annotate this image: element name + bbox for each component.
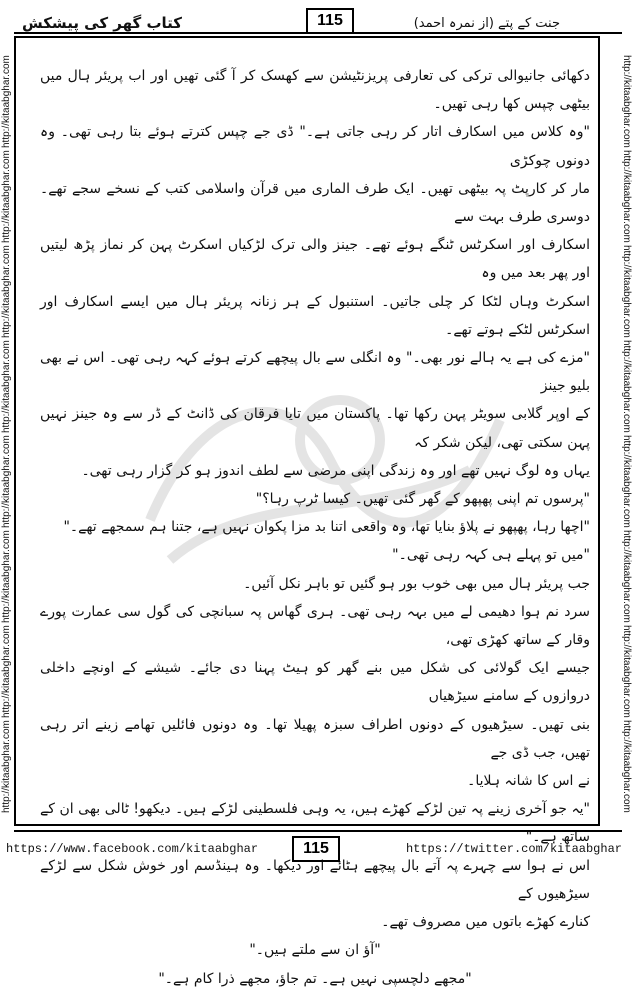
- text-line: اس نے ہوا سے چہرے پہ آتے بال پیچھے ہٹائے اور دیکھا۔ وہ ہینڈسم اور خوش شکل سے لڑکے سیڑھیوں کے: [40, 857, 590, 902]
- text-line: جب پریئر ہال میں بھی خوب بور ہو گئیں تو باہر نکل آئیں۔: [243, 575, 590, 592]
- side-url-left[interactable]: http://kitaabghar.com: [1, 530, 12, 623]
- side-url-right[interactable]: http://kitaabghar.com: [621, 625, 632, 718]
- side-url-right[interactable]: http://kitaabghar.com: [621, 340, 632, 433]
- page-number-box: 115: [306, 8, 354, 34]
- side-url-right[interactable]: http://kitaabghar.com: [621, 150, 632, 243]
- text-line: "اچھا رہا، پھپھو نے پلاؤ بنایا تھا، وہ واقعی اتنا بد مزا پکوان نہیں ہے، جتنا ہم سمجھے تھے۔": [63, 519, 590, 536]
- text-line: کنارے کھڑے باتوں میں مصروف تھے۔: [381, 914, 590, 931]
- book-title: جنت کے پتے (از نمرہ احمد): [413, 16, 560, 31]
- text-line: اسکارف اور اسکرٹس ٹنگے ہوئے تھے۔ جینز والی ترک لڑکیاں اسکرٹ پہن کر نماز پڑھ لیتیں اور پھر بعد میں وہ: [40, 237, 590, 282]
- side-url-left[interactable]: http://kitaabghar.com: [1, 435, 12, 528]
- page-footer: [0, 828, 634, 868]
- side-url-left[interactable]: http://kitaabghar.com: [1, 625, 12, 718]
- text-line: نے اس کا شانہ ہلایا۔: [467, 773, 590, 790]
- twitter-link[interactable]: https://twitter.com/kitaabghar: [405, 842, 622, 856]
- side-url-right[interactable]: http://kitaabghar.com: [621, 720, 632, 813]
- text-line: یہاں وہ لوگ نہیں تھے اور وہ زندگی اپنی مرضی سے لطف اندوز ہو کر گزار رہی تھی۔: [81, 462, 590, 479]
- header-divider: [14, 32, 622, 34]
- text-line: "یہ جو آخری زینے پہ تین لڑکے کھڑے ہیں، یہ وہی فلسطینی لڑکے ہیں۔ دیکھو! ٹالی بھی ان کے ساتھ ہے۔": [40, 801, 590, 846]
- site-label: کتاب گھر کی پیشکش: [22, 14, 183, 32]
- right-url-strip: [620, 54, 632, 814]
- text-line: "میں تو پہلے ہی کہہ رہی تھی۔": [392, 547, 590, 564]
- text-line: "مجھے دلچسپی نہیں ہے۔ تم جاؤ، مجھے ذرا کام ہے۔": [158, 970, 472, 987]
- side-url-right[interactable]: http://kitaabghar.com: [621, 55, 632, 148]
- text-line: دکھائی جانیوالی ترکی کی تعارفی پریزنٹیشن سے کھسک کر آ گئی تھیں اور اب پریئر ہال میں بیٹھی چپس کھا رہی تھیں۔: [40, 68, 590, 113]
- text-line: جیسے ایک گولائی کی شکل میں بنے گھر کو ہیٹ پہنا دی جائے۔ شیشے کے اونچے داخلی دروازوں کے سامنے سیڑھیاں: [40, 660, 590, 705]
- side-url-left[interactable]: http://kitaabghar.com: [1, 245, 12, 338]
- text-line: بنی تھیں۔ سیڑھیوں کے دونوں اطراف سبزہ پھیلا تھا۔ وہ دونوں فائلیں تھامے زینے اتر رہی تھیں، جب ڈی جے: [40, 716, 590, 761]
- side-url-left[interactable]: http://kitaabghar.com: [1, 55, 12, 148]
- footer-divider: [14, 830, 622, 832]
- page-header: [14, 8, 624, 34]
- text-line: "مزے کی ہے یہ ہالے نور بھی۔" وہ انگلی سے بال پیچھے کرتے ہوئے کہہ رہی تھی۔ اس نے بھی بلیو جینز: [40, 350, 590, 395]
- text-line: اسکرٹ وہاں لٹکا کر چلی جاتیں۔ استنبول کے ہر زنانہ پریئر ہال میں ایسے اسکارف اور اسکرٹس لٹکے ہوتے تھے۔: [40, 293, 590, 338]
- side-url-right[interactable]: http://kitaabghar.com: [621, 530, 632, 623]
- text-line: مار کر کارپٹ پہ بیٹھی تھیں۔ ایک طرف الماری میں قرآن واسلامی کتب کے نسخے سجے تھے۔ دوسری طرف بہت سے: [40, 180, 590, 226]
- text-line: کے اوپر گلابی سویٹر پہن رکھا تھا۔ پاکستان میں تایا فرقان کی ڈانٹ کے ڈر سے وہ جینز نہیں پہن سکتی تھی، لیکن شکر کہ: [40, 406, 590, 451]
- text-line: "آؤ ان سے ملتے ہیں۔": [249, 942, 381, 959]
- footer-page-number: 115: [292, 836, 340, 862]
- text-line: سرد نم ہوا دھیمی لے میں بہہ رہی تھی۔ ہری گھاس پہ سبانچی کی گول سی عمارت پورے وقار کے ساتھ کھڑی تھی،: [40, 603, 590, 649]
- side-url-right[interactable]: http://kitaabghar.com: [621, 245, 632, 338]
- side-url-left[interactable]: http://kitaabghar.com: [1, 720, 12, 813]
- facebook-link[interactable]: https://www.facebook.com/kitaabghar: [6, 842, 259, 856]
- text-line: "وہ کلاس میں اسکارف اتار کر رہی جاتی ہے۔" ڈی جے چپس کترتے ہوئے بتا رہی تھی۔ وہ دونوں چوکڑی: [40, 124, 590, 169]
- side-url-left[interactable]: http://kitaabghar.com: [1, 340, 12, 433]
- text-line: "پرسوں تم اپنی پھپھو کے گھر گئی تھیں۔ کیسا ٹرپ رہا؟": [255, 491, 590, 508]
- side-url-left[interactable]: http://kitaabghar.com: [1, 150, 12, 243]
- side-url-right[interactable]: http://kitaabghar.com: [621, 435, 632, 528]
- left-url-strip: [1, 54, 13, 814]
